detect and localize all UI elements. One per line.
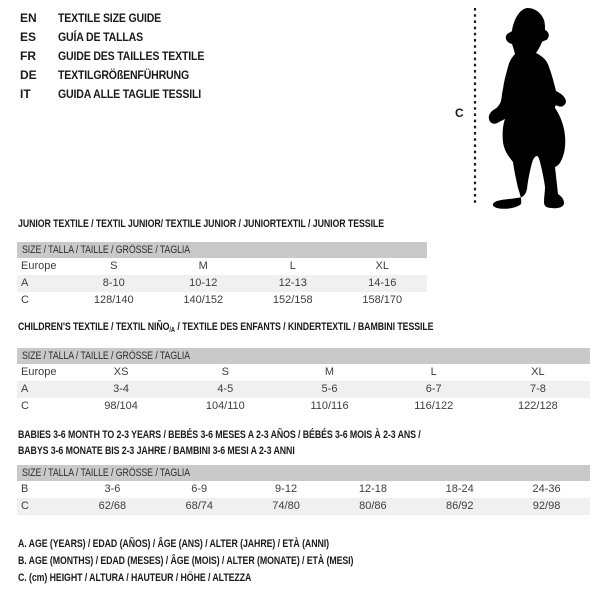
value-cell: 98/104 [104,400,138,413]
value-cell: 9-12 [275,483,298,495]
size-header-bar [17,242,427,258]
value-cell: M [198,260,208,272]
row-label-cell: Europe [21,260,57,272]
language-row [20,28,224,47]
language-row [20,9,224,28]
baby-silhouette-path [489,8,566,209]
value-cell: 68/74 [185,500,213,512]
height-measure-label: C [455,106,464,120]
value-cell: 12-13 [278,277,307,289]
language-code: EN [20,11,37,25]
value-cell: 158/170 [362,294,403,306]
value-cell: 104/110 [205,400,245,413]
value-cell: 3-6 [104,483,121,495]
language-guide-title: GUÍA DE TALLAS [58,30,143,44]
table-title-sub: /A [169,326,175,335]
table-row [17,398,590,415]
value-cell: 6-7 [425,383,442,396]
table-row [17,498,590,515]
table-rows [17,364,590,415]
table-title [18,319,590,338]
footnote-line [18,570,437,587]
value-cell: 86/92 [445,500,474,512]
value-cell: 92/98 [532,500,561,512]
language-code: FR [20,49,36,63]
row-label-cell: A [21,277,29,289]
value-cell: 110/116 [310,400,349,413]
value-cell: L [430,366,437,379]
language-code: ES [20,30,37,44]
value-cell: S [110,260,118,272]
value-cell: 128/140 [93,294,134,306]
value-cell: 10-12 [189,277,218,289]
language-row [20,66,224,85]
legend-footnotes [18,536,437,587]
row-label-cell: A [21,383,29,396]
size-table [17,465,590,515]
footnote-line [18,553,437,570]
language-row [20,85,224,104]
footnote-text: B. AGE (MONTHS) / EDAD (MESES) / ÂGE (MOIS) / ALTER (MONATE) / ETÀ (MESI) [18,555,354,567]
size-header-label: SIZE / TALLA / TAILLE / GRÖSSE / TAGLIA [22,244,191,256]
value-cell: 7-8 [529,383,546,396]
table-row [17,258,427,275]
footnote-text: A. AGE (YEARS) / EDAD (AÑOS) / ÂGE (ANS) / ALTER (JAHRE) / ETÀ (ANNI) [18,538,329,550]
size-header-label: SIZE / TALLA / TAILLE / GRÖSSE / TAGLIA [22,350,191,363]
value-cell: 18-24 [445,483,474,495]
footnote-text: C. (cm) HEIGHT / ALTURA / HAUTEUR / HÖHE / ALTEZZA [18,572,252,584]
value-cell: 6-9 [191,483,208,495]
value-cell: 116/122 [414,400,454,413]
table-title [18,427,590,459]
table-row [17,381,590,398]
value-cell: XL [531,366,545,379]
babies-textile-section [17,427,590,515]
table-row [17,364,590,381]
value-cell: XS [113,366,129,379]
value-cell: 62/68 [98,500,127,512]
value-cell: 24-36 [532,483,561,495]
value-cell: 152/158 [272,294,313,306]
value-cell: 122/128 [518,400,558,413]
table-rows [17,258,427,309]
row-label-cell: C [21,294,29,306]
value-cell: 74/80 [272,500,300,512]
value-cell: XL [375,260,389,272]
language-guide-title: TEXTILE SIZE GUIDE [58,11,162,25]
size-header-label: SIZE / TALLA / TAILLE / GRÖSSE / TAGLIA [22,467,191,479]
size-header-bar [17,465,590,481]
table-row [17,275,427,292]
value-cell: S [221,366,229,379]
row-label-cell: B [21,483,29,495]
language-title-list [20,9,224,104]
table-title-line: JUNIOR TEXTILE / TEXTIL JUNIOR/ TEXTILE JUNIOR / JUNIORTEXTIL / JUNIOR TESSILE [18,218,385,230]
value-cell: 8-10 [102,277,125,289]
table-title-line: CHILDREN'S TEXTILE / TEXTIL $NIÑO_{/A}$ / TEXTILE DES ENFANTS / KINDERTEXTIL / BAMBINI TESSILE [18,321,434,335]
table-title-line: BABYS 3-6 MONATE BIS 2-3 JAHRE / BAMBINI 3-6 MESI A 2-3 ANNI [18,445,295,457]
row-label-cell: C [21,400,29,413]
table-title [18,216,427,232]
language-guide-title: GUIDA ALLE TAGLIE TESSILI [58,87,202,101]
language-code: DE [20,68,37,82]
junior-textile-section [17,216,427,309]
value-cell: 4-5 [217,383,234,396]
language-guide-title: TEXTILGRÖßENFÜHRUNG [58,68,190,82]
table-title-line: BABIES 3-6 MONTH TO 2-3 YEARS / BEBÉS 3-6 MESES A 2-3 AÑOS / BÉBÉS 3-6 MOIS À 2-3 ANS / [18,429,421,441]
language-row [20,47,224,66]
row-label-cell: C [21,500,29,512]
value-cell: 140/152 [183,294,224,306]
language-code: IT [20,87,31,101]
table-row [17,292,427,309]
size-table [17,242,427,309]
value-cell: 12-18 [358,483,387,495]
value-cell: 80/86 [359,500,387,512]
size-table [17,348,590,415]
row-label-cell: Europe [21,366,57,379]
footnote-line [18,536,437,553]
language-guide-title: GUIDE DES TAILLES TEXTILE [58,49,205,63]
value-cell: M [324,366,335,379]
childrens-textile-section [17,319,590,415]
value-cell: 14-16 [368,277,397,289]
value-cell: 3-4 [113,383,130,396]
size-header-bar [17,348,590,364]
baby-silhouette-icon [470,4,600,212]
table-row [17,481,590,498]
value-cell: L [289,260,296,272]
value-cell: 5-6 [321,383,338,396]
table-rows [17,481,590,515]
